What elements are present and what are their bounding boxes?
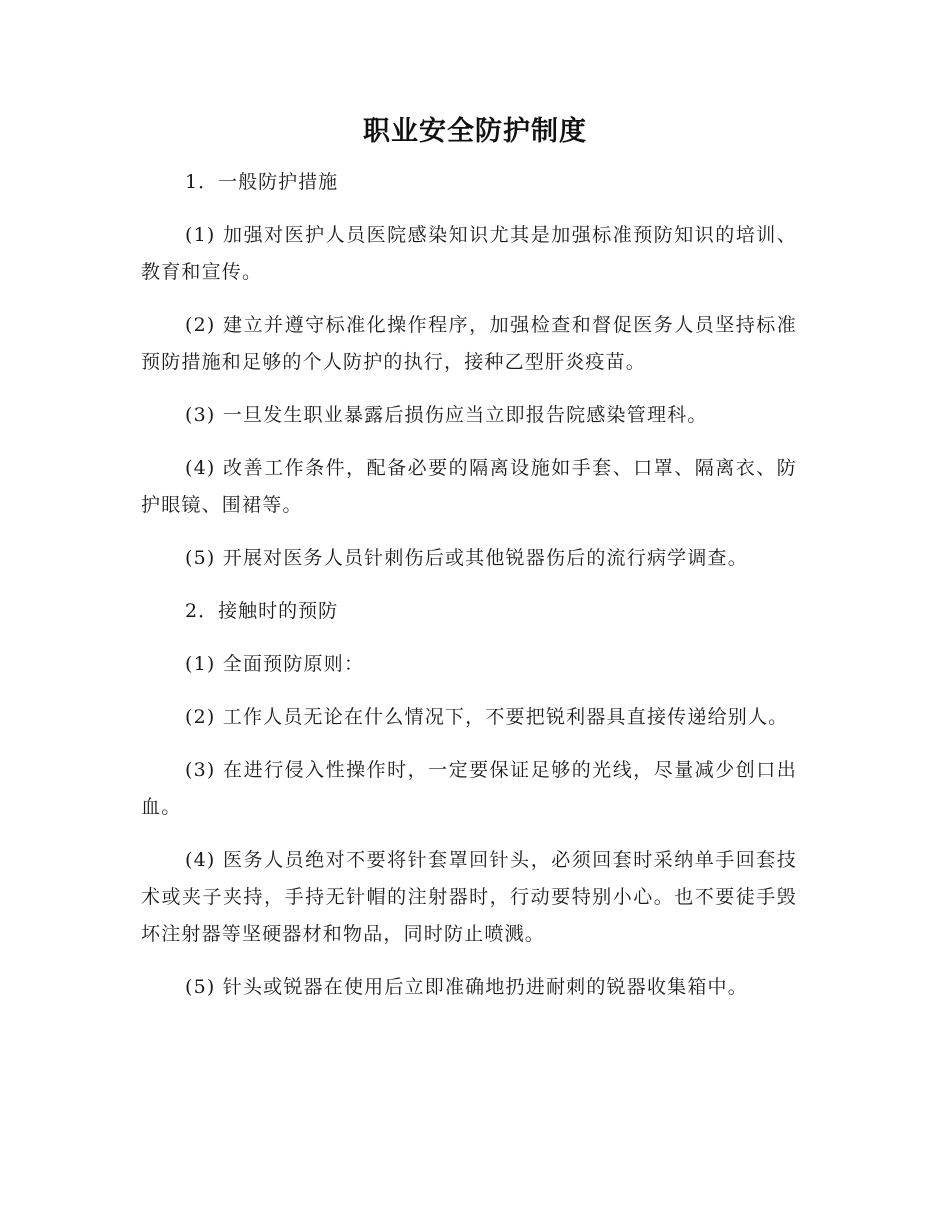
section-heading-general-measures: 1．一般防护措施 (185, 171, 339, 193)
paragraph-1-3: (3) 一旦发生职业暴露后损伤应当立即报告院感染管理科。 (185, 404, 708, 426)
paragraph-1-5: (5) 开展对医务人员针刺伤后或其他锐器伤后的流行病学调查。 (185, 547, 748, 569)
paragraph-1-4: (4) 改善工作条件，配备必要的隔离设施如手套、口罩、隔离衣、防护眼镜、围裙等。 (141, 457, 797, 516)
paragraph-2-1: (1) 全面预防原则： (185, 653, 365, 675)
document-body (141, 164, 797, 1022)
paragraph-2-5: (5) 针头或锐器在使用后立即准确地扔进耐刺的锐器收集箱中。 (185, 976, 748, 998)
document-title: 职业安全防护制度 (363, 116, 587, 147)
paragraph-2-4: (4) 医务人员绝对不要将针套罩回针头，必须回套时采纳单手回套技术或夹子夹持，手持无针帽的注射器时，行动要特别小心。也不要徒手毁坏注射器等坚硬器材和物品，同时防止喷溅。 (141, 849, 797, 945)
section-heading-contact-prevention: 2．接触时的预防 (185, 600, 339, 622)
paragraph-1-1: (1) 加强对医护人员医院感染知识尤其是加强标准预防知识的培训、教育和宣传。 (141, 224, 797, 283)
paragraph-2-2: (2) 工作人员无论在什么情况下，不要把锐利器具直接传递给别人。 (185, 706, 789, 728)
paragraph-1-2: (2) 建立并遵守标准化操作程序，加强检查和督促医务人员坚持标准预防措施和足够的个人防护的执行，接种乙型肝炎疫苗。 (141, 314, 797, 373)
paragraph-2-3: (3) 在进行侵入性操作时，一定要保证足够的光线，尽量减少创口出血。 (141, 759, 797, 818)
